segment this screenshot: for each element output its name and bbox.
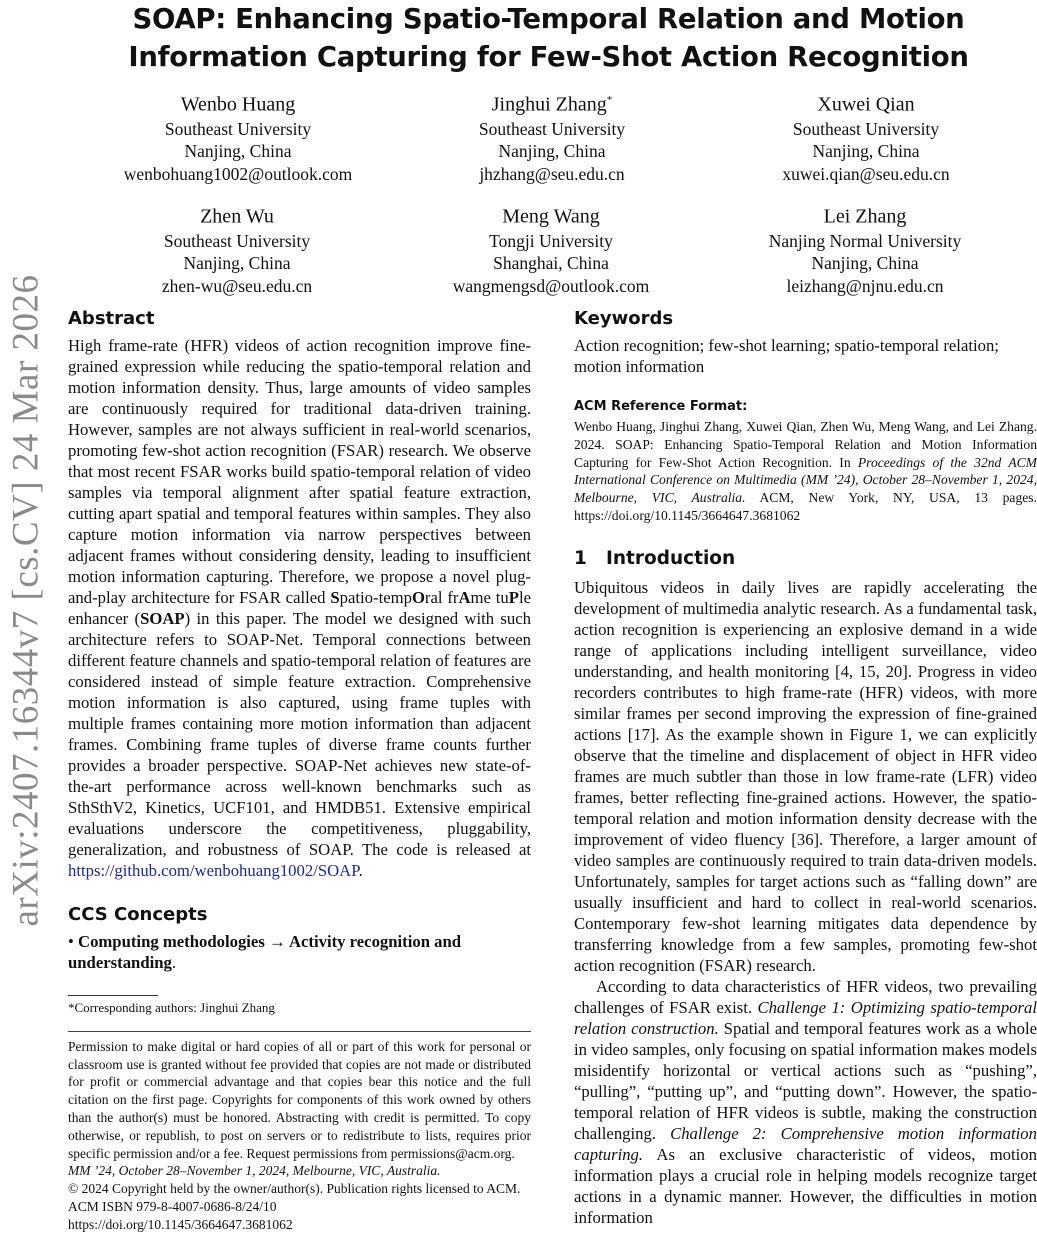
author-email: xuwei.qian@seu.edu.cn bbox=[782, 163, 950, 184]
footnote-rule bbox=[68, 995, 158, 996]
paper-title bbox=[60, 0, 1037, 76]
author-location: Nanjing, China bbox=[183, 253, 291, 274]
abstract-text: High frame-rate (HFR) videos of action recognition improve fine-grained expression while reducing the spatio-temporal relation and motion information density. Thus, large amounts of video samples are continuously required for traditional data-driven training. However, samples are not always sufficient in real-world scenarios, promoting few-shot action recognition (FSAR) research. We observe that most recent FSAR works build spatio-temporal relation of video samples via temporal alignment after spatial feature extraction, cutting apart spatial and temporal features within samples. They also capture motion information via narrow perspectives between adjacent frames without considering density, leading to insufficient motion information capturing. Therefore, we propose a novel plug-and-play architecture for FSAR called Spatio-tempOral frAme tuPle enhancer (SOAP) in this paper. The model we designed with such architecture refers to SOAP-Net. Temporal connections between different feature channels and spatio-temporal relation of features are considered instead of simple feature extraction. Comprehensive motion information is also captured, using frame tuples with multiple frames containing more motion information than adjacent frames. Combining frame tuples of diverse frame counts further provides a broader perspective. SOAP-Net achieves new state-of-the-art performance across well-known benchmarks such as SthSthV2, Kinetics, UCF101, and HMDB51. Extensive empirical evaluations underscore the competitiveness, pluggability, generalization, and robustness of SOAP. The code is released at https://github.com/wenbohuang1002/SOAP. bbox=[68, 336, 532, 880]
author-name: Zhen Wu bbox=[200, 205, 274, 228]
author-affiliation: Southeast University bbox=[478, 118, 626, 139]
author-name: Xuwei Qian bbox=[817, 93, 915, 116]
author-name: Jinghui Zhang* bbox=[491, 93, 613, 116]
author-email: zhen-wu@seu.edu.cn bbox=[161, 275, 313, 296]
right-column bbox=[574, 307, 1037, 1228]
intro-paragraph-1: Ubiquitous videos in daily lives are rapidly accelerating the development of multimedia analytic research. As a fundamental task, action recognition is experiencing an explosive demand in a wide range of applications including intelligent surveillance, video understanding, and health monitoring [4, 15, 20]. Progress in video recorders contributes to high frame-rate (HFR) videos, with more similar frames per second improving the expression of fine-grained actions [17]. As the example shown in Figure 1, we can explicitly observe that the timeline and displacement of object in HFR video frames are much subtler than those in low frame-rate (LFR) video frames, better reflecting fine-grained actions. However, the spatio-temporal relation and motion information density decrease with the improvement of video fluency [36]. Therefore, a larger amount of video samples are continuously required to train data-driven models. Unfortunately, samples for target actions such as “falling down” are usually insufficient and hard to collect in real-world scenarios. Contemporary few-shot learning mitigates data dependence by transferring knowledge from a few samples, promoting few-shot action recognition (FSAR) research. bbox=[574, 577, 1037, 975]
acm-ref-heading: ACM Reference Format: bbox=[574, 399, 748, 414]
keywords-text: Action recognition; few-shot learning; spatio-temporal relation; motion information bbox=[574, 336, 999, 376]
author-block bbox=[401, 200, 701, 297]
author-affiliation: Southeast University bbox=[792, 118, 940, 139]
abstract-heading: Abstract bbox=[68, 308, 155, 329]
permission-notice: Permission to make digital or hard copies of all or part of this work for personal or classroom use is granted without fee provided that copies are not made or distributed for profit or commercial advantage and that copies bear this notice and the full citation on the first page. Copyrights for components of this work owned by others than the author(s) must be honored. Abstracting with credit is permitted. To copy otherwise, or republish, to post on servers or to redistribute to lists, requires prior specific permission and/or a fee. Request permissions from permissions@acm.org. bbox=[68, 1038, 531, 1161]
title-line-2: Information Capturing for Few-Shot Action Recognition bbox=[128, 41, 969, 73]
acm-ref-text: Wenbo Huang, Jinghui Zhang, Xuwei Qian, Zhen Wu, Meng Wang, and Lei Zhang. 2024. SOAP: Enhancing Spatio-Temporal Relation and Motion Information Capturing for Few-Shot Action Recognition. In Proceedings of the 32nd ACM International Conference on Multimedia (MM ’24), October 28–November 1, 2024, Melbourne, VIC, Australia. ACM, New York, NY, USA, 13 pages. https://doi.org/10.1145/3664647.3681062 bbox=[574, 419, 1037, 523]
author-email: jhzhang@seu.edu.cn bbox=[479, 163, 625, 184]
ccs-heading: CCS Concepts bbox=[68, 904, 208, 925]
doi-line: https://doi.org/10.1145/3664647.3681062 bbox=[68, 1216, 293, 1232]
author-name: Lei Zhang bbox=[823, 205, 907, 228]
author-location: Nanjing, China bbox=[184, 141, 292, 162]
left-column bbox=[68, 307, 531, 1234]
author-location: Nanjing, China bbox=[811, 253, 919, 274]
author-affiliation: Nanjing Normal University bbox=[768, 230, 962, 251]
author-email: leizhang@njnu.edu.cn bbox=[786, 275, 944, 296]
author-affiliation: Southeast University bbox=[164, 118, 312, 139]
arxiv-stamp bbox=[2, 262, 50, 938]
author-location: Nanjing, China bbox=[812, 141, 920, 162]
author-block bbox=[87, 200, 387, 297]
keywords-heading: Keywords bbox=[574, 308, 674, 329]
author-block bbox=[88, 88, 388, 185]
author-location: Nanjing, China bbox=[498, 141, 606, 162]
author-name: Meng Wang bbox=[502, 205, 600, 228]
author-email: wenbohuang1002@outlook.com bbox=[123, 163, 353, 184]
footnote: *Corresponding authors: Jinghui Zhang bbox=[68, 1000, 275, 1015]
author-affiliation: Southeast University bbox=[163, 230, 311, 251]
author-block bbox=[716, 88, 1016, 185]
copyright-line: © 2024 Copyright held by the owner/author(s). Publication rights licensed to ACM. bbox=[68, 1181, 521, 1197]
ccs-text: • Computing methodologies → Activity recognition and understanding. bbox=[68, 932, 462, 972]
intro-heading: 1 Introduction bbox=[574, 547, 736, 569]
permission-rule bbox=[68, 1031, 531, 1032]
title-line-1: SOAP: Enhancing Spatio-Temporal Relation and Motion bbox=[132, 3, 965, 35]
author-block bbox=[715, 200, 1015, 297]
arxiv-stamp-text: arXiv:2407.16344v7 [cs.CV] 24 Mar 2026 bbox=[5, 273, 47, 927]
conference-line: MM ’24, October 28–November 1, 2024, Melbourne, VIC, Australia. bbox=[68, 1163, 441, 1179]
author-name: Wenbo Huang bbox=[180, 93, 296, 116]
author-location: Shanghai, China bbox=[493, 253, 609, 274]
isbn-line: ACM ISBN 979-8-4007-0686-8/24/10 bbox=[68, 1198, 277, 1214]
author-affiliation: Tongji University bbox=[489, 230, 613, 251]
author-email: wangmengsd@outlook.com bbox=[452, 275, 650, 296]
intro-paragraph-2: According to data characteristics of HFR videos, two prevailing challenges of FSAR exist. Challenge 1: Optimizing spatio-temporal relation construction. Spatial and temporal features work as a whole in video samples, only focusing on spatial information makes models misidentify horizontal or vertical actions such as “pushing”, “pulling”, “putting up”, and “putting down”. However, the spatio-temporal relation of HFR videos is subtle, making the construction challenging. Challenge 2: Comprehensive motion information capturing. As an exclusive characteristic of videos, motion information plays a crucial role in helping models recognize target actions in a dynamic manner. However, the difficulties in motion information bbox=[574, 976, 1037, 1227]
code-link[interactable]: https://github.com/wenbohuang1002/SOAP bbox=[68, 861, 359, 880]
author-block bbox=[402, 88, 702, 185]
